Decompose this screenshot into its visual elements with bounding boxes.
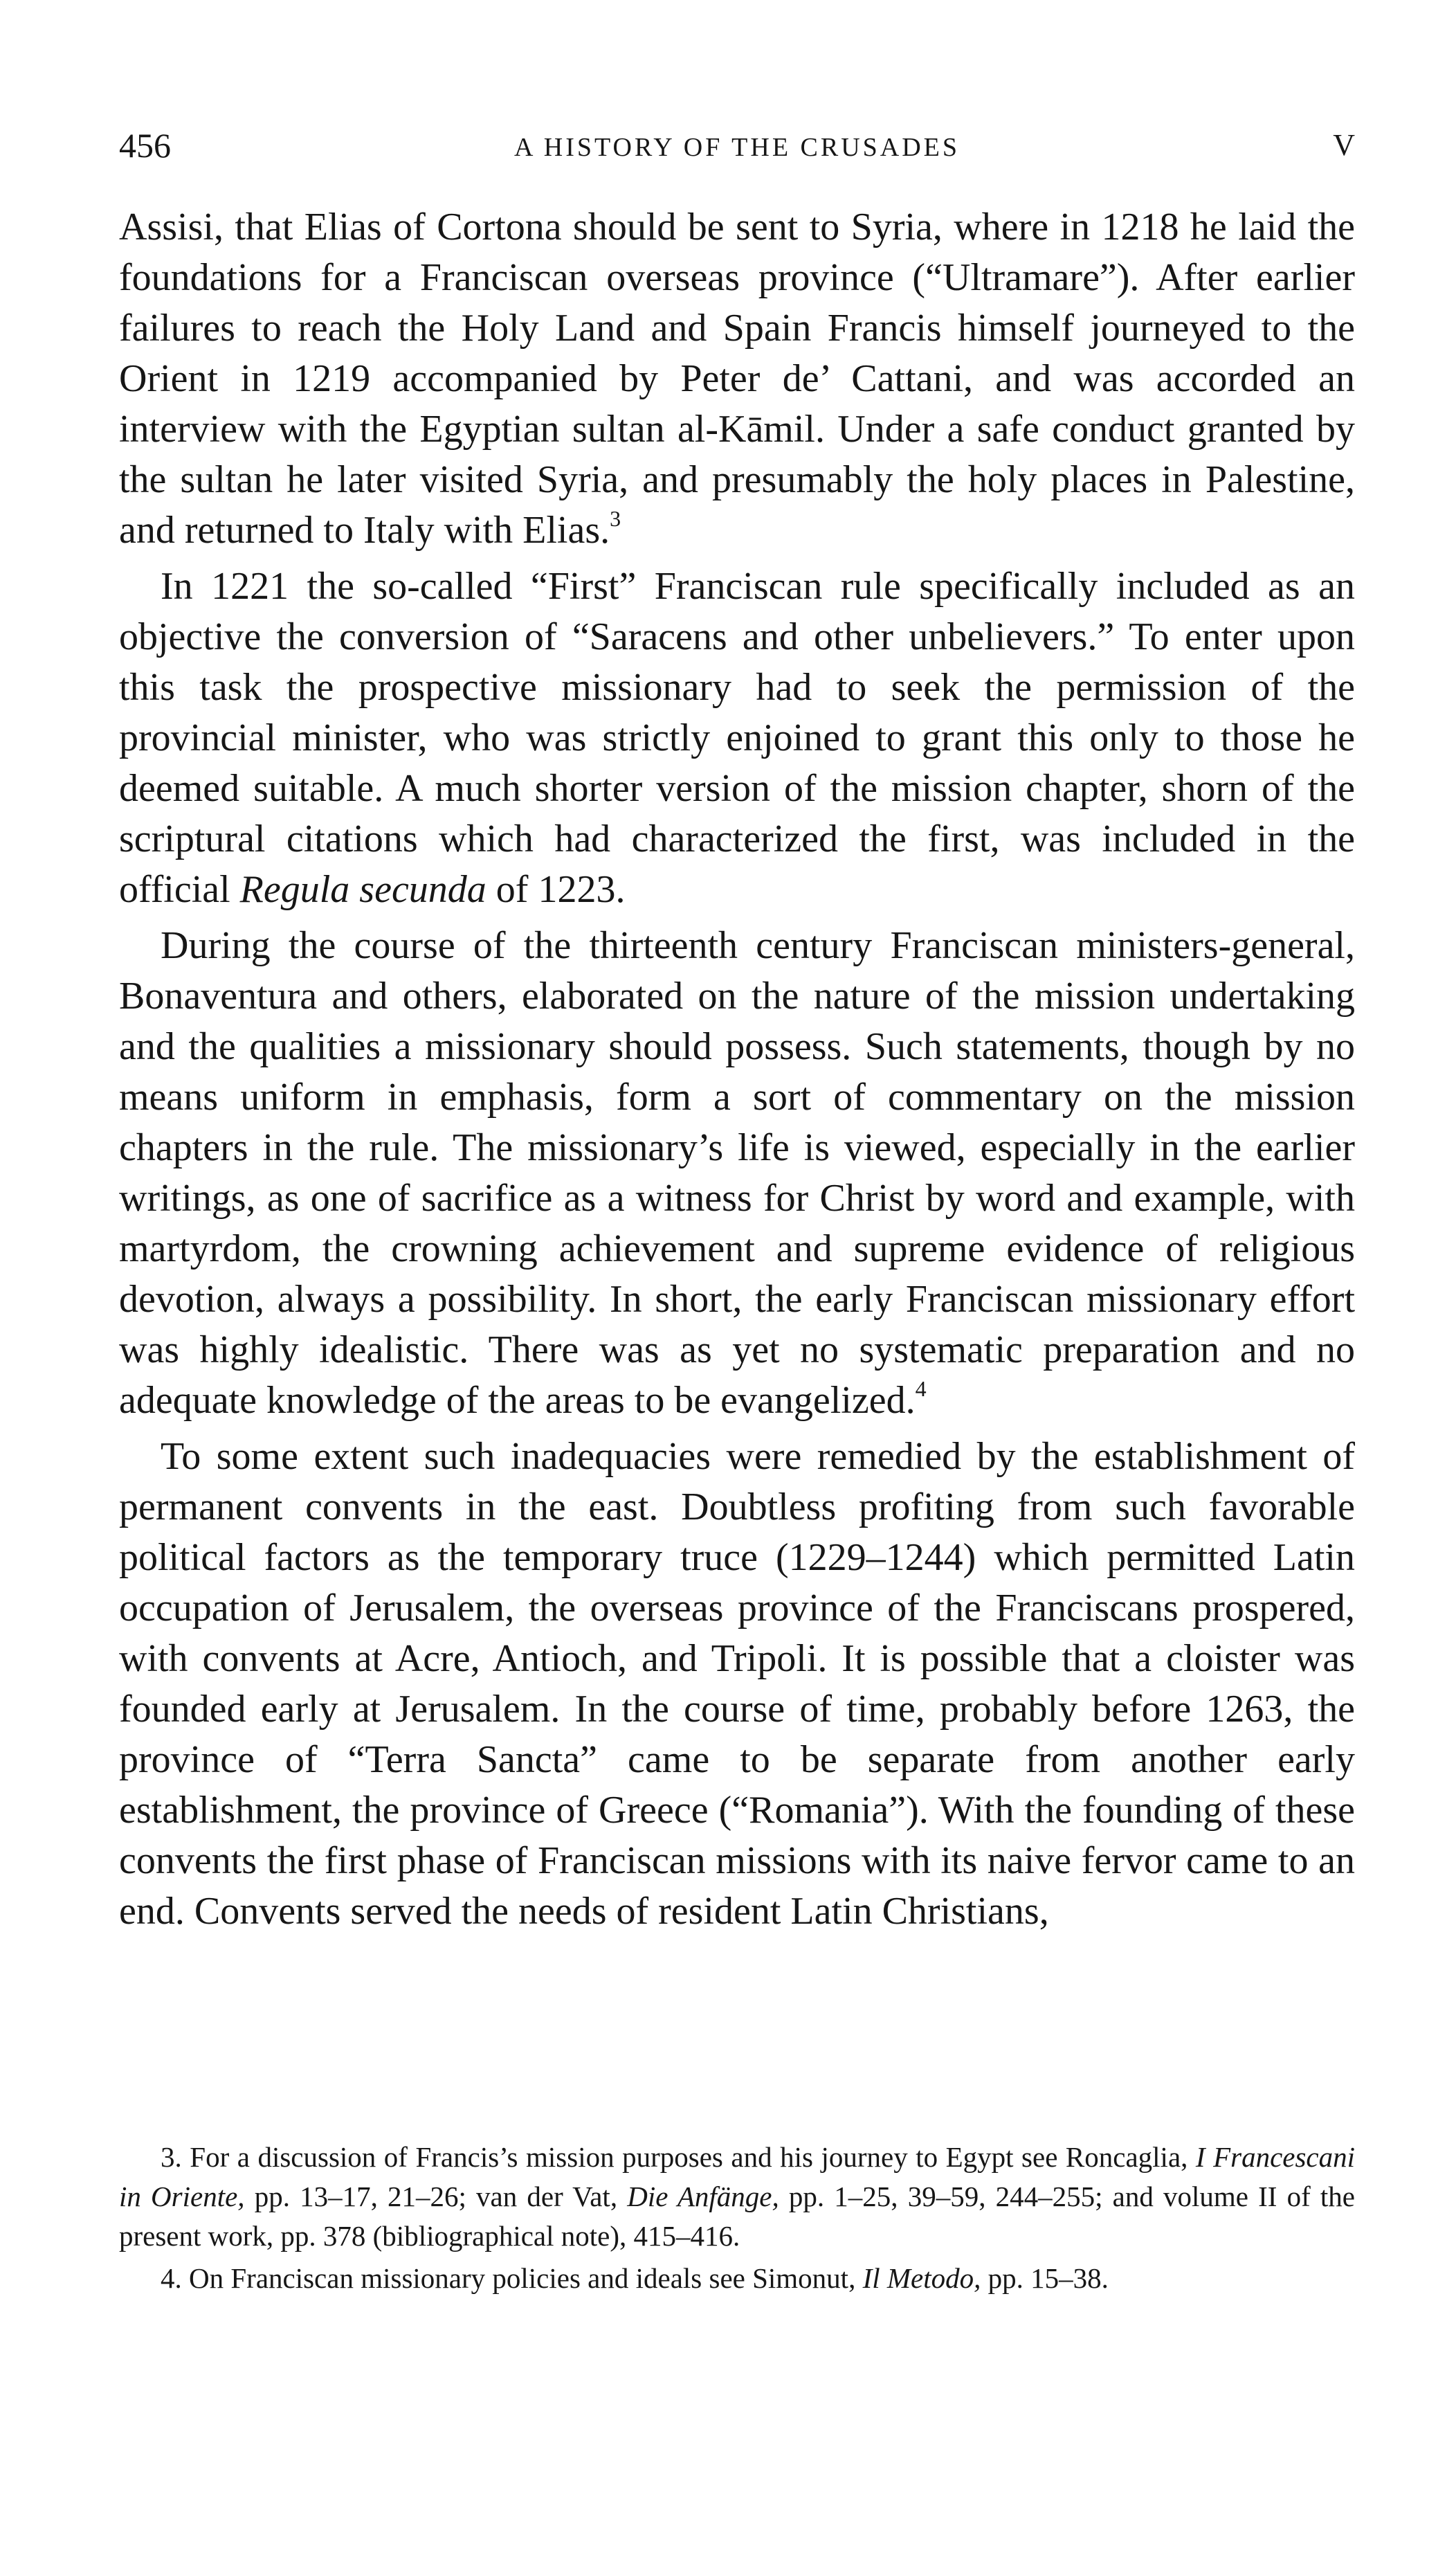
- paragraph-2-text: In 1221 the so-called “First” Franciscan rule specifically included as an objective the conversion of “Saracens and other unbelievers.” To enter upon this task the prospective missionary had to seek the permission of the provincial minister, who was strictly enjoined to grant this only to those he deemed suitable. A much shorter version of the mission chapter, shorn of the scriptural citations which had characterized the first, was included in the official: [119, 565, 1355, 911]
- footnote-4-text-a: On Franciscan missionary policies and ideals see Simonut,: [189, 2262, 856, 2294]
- paragraph-3-text: During the course of the thirteenth century Franciscan ministers-general, Bonaventura and others, elaborated on the nature of the mission undertaking and the qualities a missionary should possess. Such statements, though by no means uniform in emphasis, form a sort of commentary on the mission chapters in the rule. The missionary’s life is viewed, especially in the earlier writings, as one of sacrifice as a witness for Christ by word and example, with martyrdom, the crowning achievement and supreme evidence of religious devotion, always a possibility. In short, the early Franciscan missionary effort was highly idealistic. There was as yet no systematic preparation and no adequate knowledge of the areas to be evangelized.: [119, 924, 1355, 1422]
- paragraph-2: [119, 561, 1355, 915]
- paragraph-2-italic-title: Regula secunda: [239, 868, 486, 911]
- paragraph-3: [119, 921, 1355, 1426]
- footnote-3-italic-a: I Francescani in Oriente,: [119, 2141, 1356, 2212]
- footnote-4-text-b: pp. 15–38.: [988, 2262, 1109, 2294]
- footnote-4: [119, 2259, 1355, 2298]
- running-header: [119, 125, 1355, 180]
- footnote-3-text-b: pp. 13–17, 21–26; van der Vat,: [254, 2181, 618, 2212]
- main-text: [119, 202, 1355, 1937]
- paragraph-2-tail: of 1223.: [495, 868, 626, 911]
- paragraph-4-text: To some extent such inadequacies were remedied by the establishment of permanent convents in the east. Doubtless profiting from such favorable political factors as the temporary truce (1229–1244) which permitted Latin occupation of Jerusalem, the overseas province of the Franciscans prospered, with convents at Acre, Antioch, and Tripoli. It is possible that a cloister was founded early at Jerusalem. In the course of time, probably before 1263, the province of “Terra Sancta” came to be separate from another early establishment, the province of Greece (“Romania”). With the founding of these convents the first phase of Franciscan missions with its naive fervor came to an end. Convents served the needs of resident Latin Christians,: [119, 1435, 1355, 1933]
- footnotes: [119, 2138, 1355, 2298]
- footnote-ref-4: 4: [915, 1376, 927, 1401]
- page-number: 456: [119, 126, 171, 165]
- footnote-3-italic-b: Die Anfänge,: [627, 2181, 779, 2212]
- footnote-3-text-c: pp. 1–25, 39–59, 244–255; and volume II of the present work, pp. 378 (bibliographical note), 415–416.: [119, 2181, 1356, 2252]
- part-number: V: [1333, 128, 1355, 162]
- paragraph-1: [119, 202, 1355, 556]
- footnote-3: [119, 2138, 1355, 2256]
- paragraph-1-text: Assisi, that Elias of Cortona should be sent to Syria, where in 1218 he laid the foundations for a Franciscan overseas province (“Ultramare”). After earlier failures to reach the Holy Land and Spain Francis himself journeyed to the Orient in 1219 accompanied by Peter de’ Cattani, and was accorded an interview with the Egyptian sultan al-Kāmil. Under a safe conduct granted by the sultan he later visited Syria, and presumably the holy places in Palestine, and returned to Italy with Elias.: [119, 206, 1355, 552]
- footnote-4-italic-a: Il Metodo,: [862, 2262, 981, 2294]
- footnote-3-text-a: For a discussion of Francis’s mission purposes and his journey to Egypt see Roncaglia,: [190, 2141, 1188, 2173]
- footnote-3-number: 3.: [161, 2141, 182, 2173]
- footnote-ref-3: 3: [610, 506, 621, 531]
- running-title: A HISTORY OF THE CRUSADES: [513, 133, 961, 162]
- paragraph-4: [119, 1432, 1355, 1937]
- footnote-4-number: 4.: [161, 2262, 182, 2294]
